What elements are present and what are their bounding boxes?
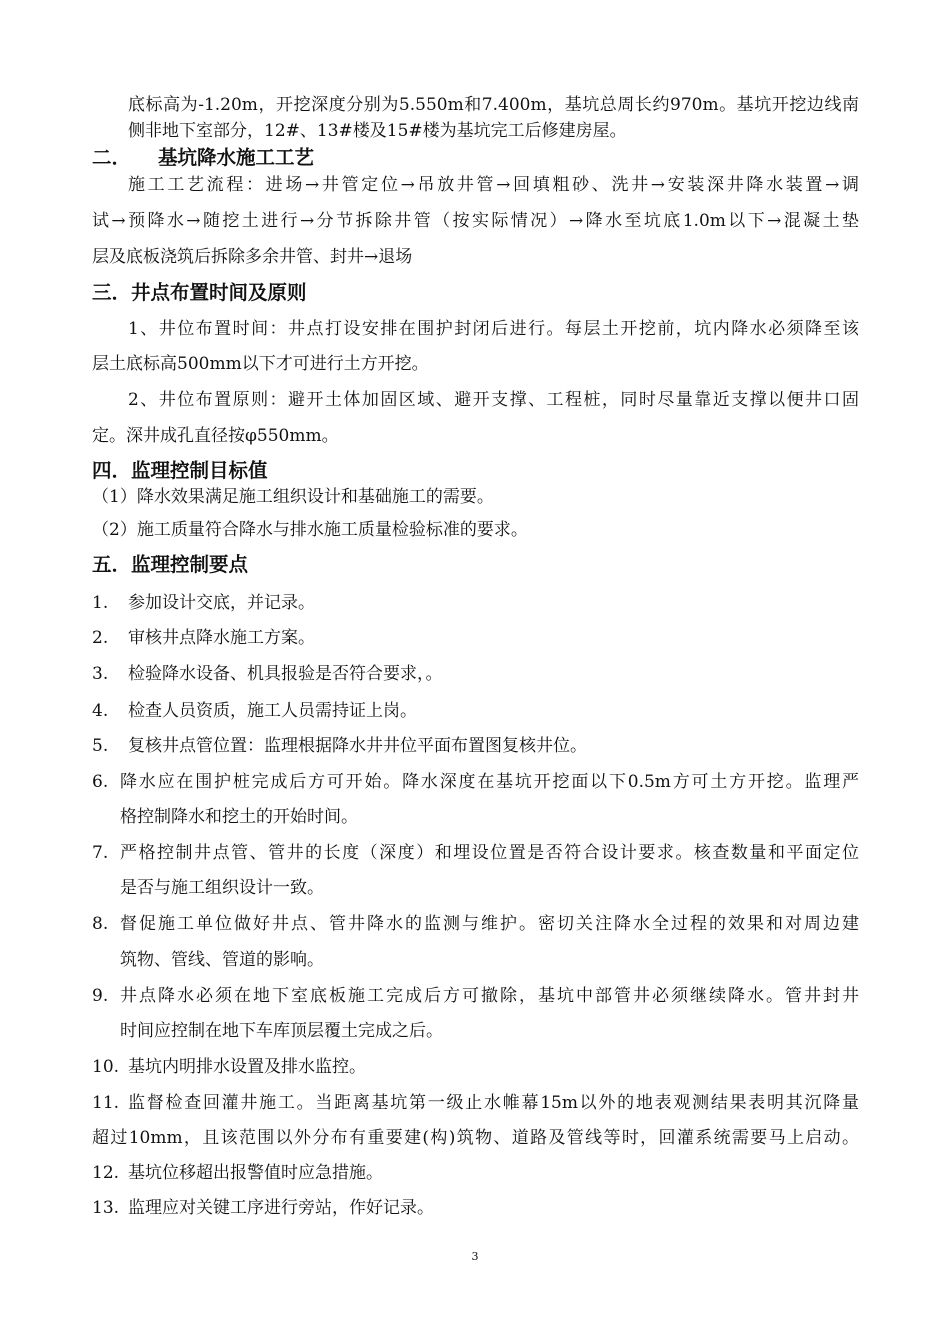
list-item-number: 13. [92,1198,120,1218]
list-item-number: 12. [92,1163,120,1183]
section-3-p2-line-2: 定。深井成孔直径按φ550mm。 [92,426,339,446]
section-5-title: 五．监理控制要点 [92,553,249,576]
section-3-p1-line-1: 1、井位布置时间：井点打设安排在围护封闭后进行。每层土开挖前，坑内降水必须降至该 [128,319,859,339]
list-item-text: 严格控制井点管、管井的长度（深度）和埋设位置是否符合设计要求。核查数量和平面定位 [120,843,859,863]
list-item-text: 检查人员资质，施工人员需持证上岗。 [128,701,417,721]
list-item-text: 复核井点管位置：监理根据降水井井位平面布置图复核井位。 [128,736,587,756]
list-item-text-cont: 格控制降水和挖土的开始时间。 [120,807,358,827]
list-item-text-cont: 时间应控制在地下车库顶层覆土完成之后。 [120,1021,443,1041]
list-item-text: 基坑位移超出报警值时应急措施。 [128,1163,383,1183]
list-item-text: 参加设计交底，并记录。 [128,593,315,613]
section-2-title: 基坑降水施工工艺 [158,146,315,169]
list-item-number: 4. [92,701,109,721]
section-2-line-2: 试→预降水→随挖土进行→分节拆除井管（按实际情况）→降水至坑底1.0m以下→混凝土垫 [92,211,859,231]
section-4-item-1: （1）降水效果满足施工组织设计和基础施工的需要。 [92,487,494,507]
section-2-number: 二． [92,146,132,169]
section-2-line-3: 层及底板浇筑后拆除多余井管、封井→退场 [92,247,413,267]
list-item-text: 检验降水设备、机具报验是否符合要求，。 [128,664,443,684]
list-item-text: 督促施工单位做好井点、管井降水的监测与维护。密切关注降水全过程的效果和对周边建 [120,914,859,934]
list-item-text: 监督检查回灌井施工。当距离基坑第一级止水帷幕15m以外的地表观测结果表明其沉降量 [128,1093,859,1113]
list-item-number: 6. [92,772,109,792]
section-4-item-2: （2）施工质量符合降水与排水施工质量检验标准的要求。 [92,520,528,540]
intro-line-2: 侧非地下室部分，12#、13#楼及15#楼为基坑完工后修建房屋。 [128,121,627,141]
list-item-text-cont: 超过10mm，且该范围以外分布有重要建(构)筑物、道路及管线等时，回灌系统需要马上启动。 [92,1128,859,1148]
list-item-number: 1. [92,593,109,613]
list-item-number: 3. [92,664,109,684]
section-3-p1-line-2: 层土底标高500mm以下才可进行土方开挖。 [92,354,429,374]
section-4-title: 四．监理控制目标值 [92,459,268,482]
list-item-number: 7. [92,843,109,863]
intro-line-1: 底标高为-1.20m，开挖深度分别为5.550m和7.400m，基坑总周长约970m。基坑开挖边线南 [128,95,859,115]
list-item-text: 降水应在围护桩完成后方可开始。降水深度在基坑开挖面以下0.5m方可土方开挖。监理严 [120,772,859,792]
list-item-number: 2. [92,628,109,648]
section-3-title: 三．井点布置时间及原则 [92,281,307,304]
page-number: 3 [471,1250,479,1263]
list-item-text: 井点降水必须在地下室底板施工完成后方可撤除，基坑中部管井必须继续降水。管井封井 [120,986,859,1006]
list-item-number: 5. [92,736,109,756]
list-item-number: 8. [92,914,109,934]
list-item-number: 9. [92,986,109,1006]
list-item-text: 监理应对关键工序进行旁站，作好记录。 [128,1198,434,1218]
list-item-number: 11. [92,1093,120,1113]
section-2-line-1: 施工工艺流程：进场→井管定位→吊放井管→回填粗砂、洗井→安装深井降水装置→调 [128,175,859,195]
list-item-text: 基坑内明排水设置及排水监控。 [128,1057,366,1077]
list-item-text-cont: 是否与施工组织设计一致。 [120,878,324,898]
section-3-p2-line-1: 2、井位布置原则：避开土体加固区域、避开支撑、工程桩，同时尽量靠近支撑以便井口固 [128,390,859,410]
list-item-text-cont: 筑物、管线、管道的影响。 [120,950,324,970]
list-item-number: 10. [92,1057,120,1077]
list-item-text: 审核井点降水施工方案。 [128,628,315,648]
